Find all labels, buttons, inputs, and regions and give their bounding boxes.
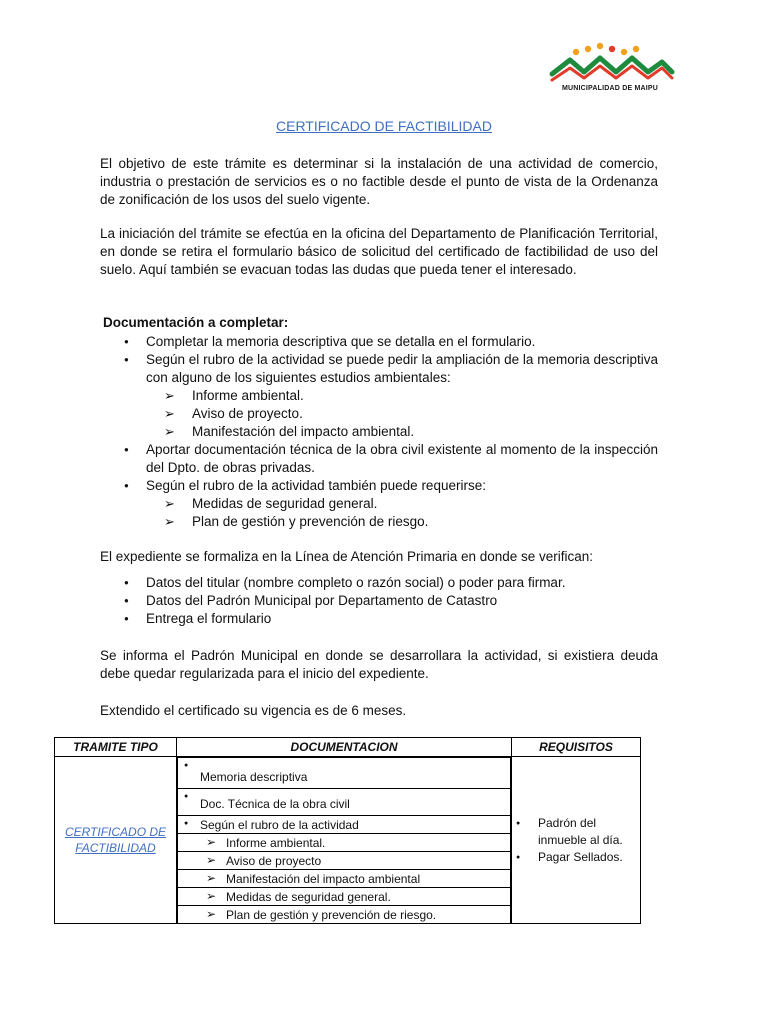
header-documentacion: DOCUMENTACION <box>177 738 512 757</box>
doc-item: ● Memoria descriptiva <box>178 758 511 789</box>
page-title: CERTIFICADO DE FACTIBILIDAD <box>276 118 492 134</box>
list-item: ● Datos del titular (nombre completo o razón social) o poder para firmar. <box>100 574 658 592</box>
list-item: ● Datos del Padrón Municipal por Departamento de Catastro <box>100 592 658 610</box>
doc-sub-item: ➢ Medidas de seguridad general. <box>178 888 511 906</box>
documentacion-cell <box>177 757 512 924</box>
doc-sub-item: ➢ Manifestación del impacto ambiental <box>178 870 511 888</box>
sub-list-item: ➢ Medidas de seguridad general. <box>146 495 658 513</box>
doc-sub-item: ➢ Aviso de proyecto <box>178 852 511 870</box>
paragraph-padron: Se informa el Padrón Municipal en donde se desarrollara la actividad, si existiera deuda debe quedar regularizada para el inicio del expediente. <box>100 648 658 681</box>
list-item: ● Según el rubro de la actividad se puede pedir la ampliación de la memoria descriptiva con alguno de los siguientes estudios ambientales: ➢ Informe ambiental. ➢ Aviso de proyecto. ➢ Manifestación del impacto ambiental. <box>100 351 658 441</box>
doc-sub-item: ➢ Plan de gestión y prevención de riesgo. <box>178 906 511 924</box>
list-item: ● Completar la memoria descriptiva que se detalla en el formulario. <box>100 333 658 351</box>
sub-list-item: ➢ Manifestación del impacto ambiental. <box>146 423 658 441</box>
list-item: ● Aportar documentación técnica de la obra civil existente al momento de la inspección del Dpto. de obras privadas. <box>100 441 658 477</box>
list-item: ● Entrega el formulario <box>100 610 658 628</box>
documentacion-list <box>177 757 511 923</box>
verify-list <box>100 574 658 628</box>
logo-mountains-icon <box>544 40 676 84</box>
paragraph-expediente: El expediente se formaliza en la Línea de Atención Primaria en donde se verifican: <box>100 549 594 564</box>
tramite-tipo-value: CERTIFICADO DE FACTIBILIDAD <box>64 825 167 855</box>
logo-text: MUNICIPALIDAD DE MAIPU <box>561 85 659 92</box>
doc-sub-item: ➢ Informe ambiental. <box>178 834 511 852</box>
doc-item: ● Doc. Técnica de la obra civil <box>178 789 511 816</box>
documentation-list <box>100 333 658 531</box>
sub-list-item: ➢ Informe ambiental. <box>146 387 658 405</box>
tramite-tipo-cell <box>55 757 177 924</box>
sub-list-item: ➢ Plan de gestión y prevención de riesgo. <box>146 513 658 531</box>
sub-list-item: ➢ Aviso de proyecto. <box>146 405 658 423</box>
header-requisitos: REQUISITOS <box>512 738 641 757</box>
paragraph-vigencia: Extendido el certificado su vigencia es de 6 meses. <box>100 703 407 718</box>
doc-item: ● Según el rubro de la actividad <box>178 816 511 834</box>
header-tramite-tipo: TRAMITE TIPO <box>55 738 177 757</box>
municipality-logo <box>544 40 676 98</box>
requisito-item: ● Pagar Sellados. <box>512 849 640 866</box>
paragraph-objective: El objetivo de este trámite es determinar si la instalación de una actividad de comercio, industria o prestación de servicios es o no factible desde el punto de vista de la Ordenanza de zonificación de los usos del suelo vigente. <box>100 156 658 207</box>
requirements-table <box>54 737 641 924</box>
paragraph-initiation: La iniciación del trámite se efectúa en la oficina del Departamento de Planificación Territorial, en donde se retira el formulario básico de solicitud del certificado de factibilidad de uso del suelo. Aquí también se evacuan todas las dudas que pueda tener el interesado. <box>100 226 658 277</box>
documentation-heading: Documentación a completar: <box>103 315 289 330</box>
requisitos-list <box>512 815 640 866</box>
list-item: ● Según el rubro de la actividad también puede requerirse: ➢ Medidas de seguridad general. ➢ Plan de gestión y prevención de riesgo. <box>100 477 658 531</box>
requisito-item: ● Padrón del inmueble al día. <box>512 815 640 849</box>
requisitos-cell <box>512 757 641 924</box>
